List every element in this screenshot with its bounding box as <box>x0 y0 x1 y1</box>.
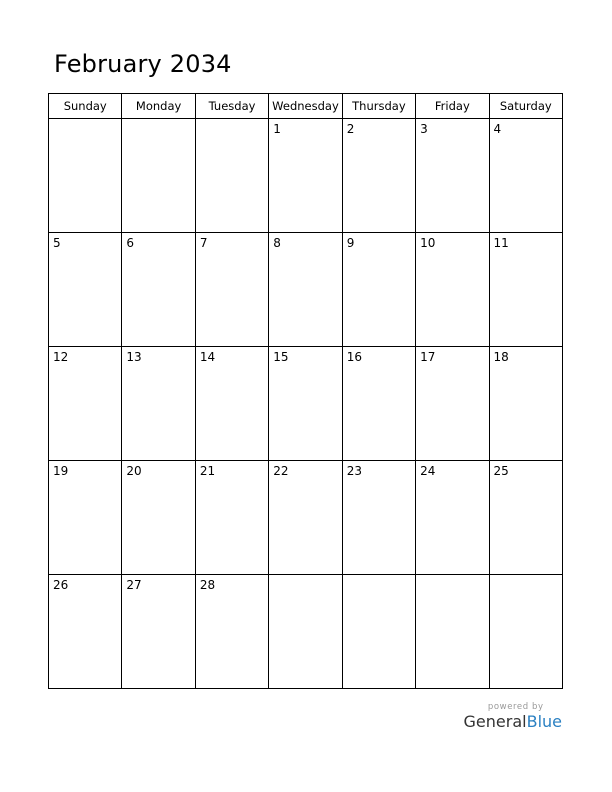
day-number <box>416 575 488 578</box>
day-number: 14 <box>199 350 216 364</box>
day-number <box>490 575 562 578</box>
day-number: 25 <box>493 464 509 478</box>
day-number: 9 <box>346 236 355 250</box>
weekday-header-saturday: Saturday <box>489 94 562 119</box>
day-cell <box>269 575 342 689</box>
day-number: 27 <box>126 578 142 592</box>
day-cell <box>416 347 489 461</box>
day-cell <box>489 119 562 233</box>
day-cell <box>49 461 122 575</box>
day-number: 5 <box>53 236 61 250</box>
footer-branding <box>464 702 562 731</box>
brand-logo <box>464 713 562 731</box>
weekday-header-friday: Friday <box>416 94 489 119</box>
day-number: 13 <box>126 350 142 364</box>
day-cell <box>416 461 489 575</box>
day-cell <box>122 575 195 689</box>
weekday-header-monday: Monday <box>122 94 195 119</box>
day-cell <box>122 119 195 233</box>
day-number: 22 <box>273 464 289 478</box>
day-number: 7 <box>199 236 208 250</box>
day-cell <box>122 461 195 575</box>
week-row <box>49 461 563 575</box>
week-row <box>49 119 563 233</box>
day-number: 11 <box>493 236 509 250</box>
day-cell <box>489 347 562 461</box>
day-cell <box>195 347 268 461</box>
day-number <box>269 575 341 578</box>
week-row <box>49 575 563 689</box>
weekday-header-wednesday: Wednesday <box>269 94 342 119</box>
day-number: 17 <box>420 350 436 364</box>
day-cell <box>195 233 268 347</box>
day-cell <box>269 233 342 347</box>
day-number: 24 <box>420 464 436 478</box>
brand-logo-blue: Blue <box>526 712 562 731</box>
week-row <box>49 233 563 347</box>
day-number <box>343 575 415 578</box>
day-cell <box>269 347 342 461</box>
day-cell <box>49 119 122 233</box>
day-cell <box>416 119 489 233</box>
day-cell <box>195 575 268 689</box>
day-cell <box>342 575 415 689</box>
day-number: 20 <box>126 464 142 478</box>
day-number: 4 <box>493 122 502 136</box>
calendar-title: February 2034 <box>54 50 232 78</box>
day-cell <box>489 233 562 347</box>
day-cell <box>342 233 415 347</box>
week-row <box>49 347 563 461</box>
day-number: 6 <box>126 236 135 250</box>
day-number: 8 <box>273 236 281 250</box>
day-cell <box>49 233 122 347</box>
day-number: 26 <box>53 578 69 592</box>
day-number <box>196 119 268 122</box>
day-number: 12 <box>53 350 69 364</box>
day-number: 16 <box>346 350 362 364</box>
day-number <box>122 119 194 122</box>
day-cell <box>342 347 415 461</box>
brand-logo-general: General <box>463 712 527 731</box>
day-number: 28 <box>199 578 216 592</box>
day-number <box>49 119 121 122</box>
day-number: 21 <box>199 464 216 478</box>
day-cell <box>269 461 342 575</box>
day-number: 23 <box>346 464 362 478</box>
day-cell <box>49 575 122 689</box>
weekday-header-row <box>49 94 563 119</box>
day-number: 2 <box>346 122 355 136</box>
day-cell <box>122 233 195 347</box>
weekday-header-sunday: Sunday <box>49 94 122 119</box>
day-cell <box>342 119 415 233</box>
day-number: 3 <box>420 122 428 136</box>
day-number: 19 <box>53 464 69 478</box>
day-cell <box>122 347 195 461</box>
day-number: 18 <box>493 350 509 364</box>
weekday-header-thursday: Thursday <box>342 94 415 119</box>
day-cell <box>195 461 268 575</box>
powered-by-label: powered by <box>487 702 544 712</box>
day-cell <box>489 575 562 689</box>
day-cell <box>489 461 562 575</box>
calendar-grid <box>48 93 563 689</box>
day-number: 15 <box>273 350 289 364</box>
day-cell <box>195 119 268 233</box>
day-number: 1 <box>273 122 281 136</box>
day-cell <box>416 233 489 347</box>
day-number: 10 <box>420 236 436 250</box>
day-cell <box>269 119 342 233</box>
day-cell <box>49 347 122 461</box>
day-cell <box>416 575 489 689</box>
weekday-header-tuesday: Tuesday <box>195 94 268 119</box>
day-cell <box>342 461 415 575</box>
